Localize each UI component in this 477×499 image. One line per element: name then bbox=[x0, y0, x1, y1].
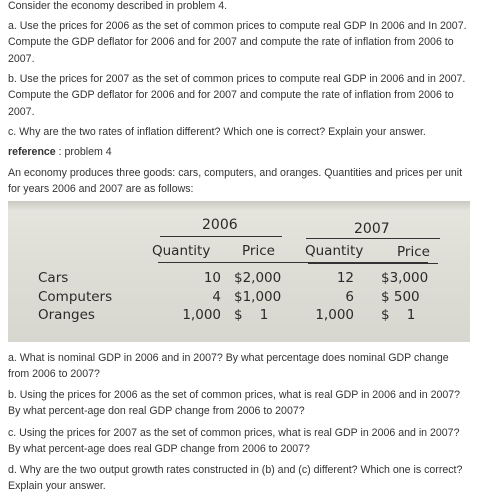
oranges-qty-2006: 1,000 bbox=[182, 307, 221, 323]
reference-line bbox=[8, 144, 470, 160]
col-price-2007: Price bbox=[397, 244, 430, 260]
row-label-cars: Cars bbox=[38, 270, 69, 286]
oranges-price-2007: $ 1 bbox=[381, 307, 416, 323]
subquestion-b: b. Using the prices for 2006 as the set of common prices, what is real GDP in 2006 and in 2007? By what percent-age don real GDP change from 2006 to 2007? bbox=[8, 389, 461, 418]
computers-price-2007: $ 500 bbox=[381, 289, 420, 305]
cars-price-2006: $2,000 bbox=[234, 270, 282, 286]
oranges-price-2006: $ 1 bbox=[234, 307, 269, 323]
cars-price-2007: $3,000 bbox=[381, 270, 429, 286]
economy-description: An economy produces three goods: cars, computers, and oranges. Quantities and prices per unit for years 2006 and 2007 are as follows: bbox=[8, 167, 463, 196]
col-quantity-2006: Quantity bbox=[152, 243, 211, 259]
subquestion-c: c. Using the prices for 2007 as the set of common prices, what is real GDP in 2006 and in 2007? By what percent-age does real GDP change from 2006 to 2007? bbox=[8, 427, 460, 456]
cars-qty-2006: 10 bbox=[203, 270, 221, 286]
rule-2006 bbox=[160, 236, 282, 237]
data-table-image bbox=[8, 201, 470, 342]
computers-price-2006: $1,000 bbox=[234, 289, 282, 305]
col-quantity-2007: Quantity bbox=[305, 243, 364, 259]
question-c: c. Why are the two rates of inflation different? Which one is correct? Explain your answer. bbox=[8, 126, 426, 138]
reference-text: : problem 4 bbox=[55, 146, 112, 158]
scan-edge bbox=[8, 201, 470, 210]
question-b: b. Use the prices for 2007 as the set of common prices to compute real GDP in 2006 and in 2007. Compute the GDP deflator for 2006 and for 2007 and compute the rate of inflation from 2006 to 2007. bbox=[8, 73, 466, 118]
question-a: a. Use the prices for 2006 as the set of common prices to compute real GDP In 2006 and In 2007. Compute the GDP deflator for 2006 and for 2007 and compute the rate of inflation from 2006 to 2007. bbox=[8, 20, 467, 65]
subquestion-d: d. Why are the two output growth rates constructed in (b) and (c) different? Which one is correct? Explain your answer. bbox=[8, 464, 463, 493]
computers-qty-2006: 4 bbox=[212, 289, 221, 305]
intro-text: Consider the economy described in problem 4. bbox=[8, 0, 228, 12]
subquestion-a: a. What is nominal GDP in 2006 and in 2007? By what percentage does nominal GDP change from 2006 to 2007? bbox=[8, 352, 449, 381]
cars-qty-2007: 12 bbox=[336, 270, 354, 286]
row-label-computers: Computers bbox=[38, 289, 113, 305]
oranges-qty-2007: 1,000 bbox=[315, 307, 354, 323]
year-2007-heading: 2007 bbox=[354, 221, 390, 237]
header-rule-2007 bbox=[308, 263, 438, 264]
reference-label: reference bbox=[8, 146, 56, 158]
year-2006-heading: 2006 bbox=[202, 217, 238, 233]
row-label-oranges: Oranges bbox=[38, 307, 95, 323]
rule-2007 bbox=[306, 238, 440, 239]
computers-qty-2007: 6 bbox=[345, 289, 354, 305]
col-price-2006: Price bbox=[242, 243, 275, 259]
